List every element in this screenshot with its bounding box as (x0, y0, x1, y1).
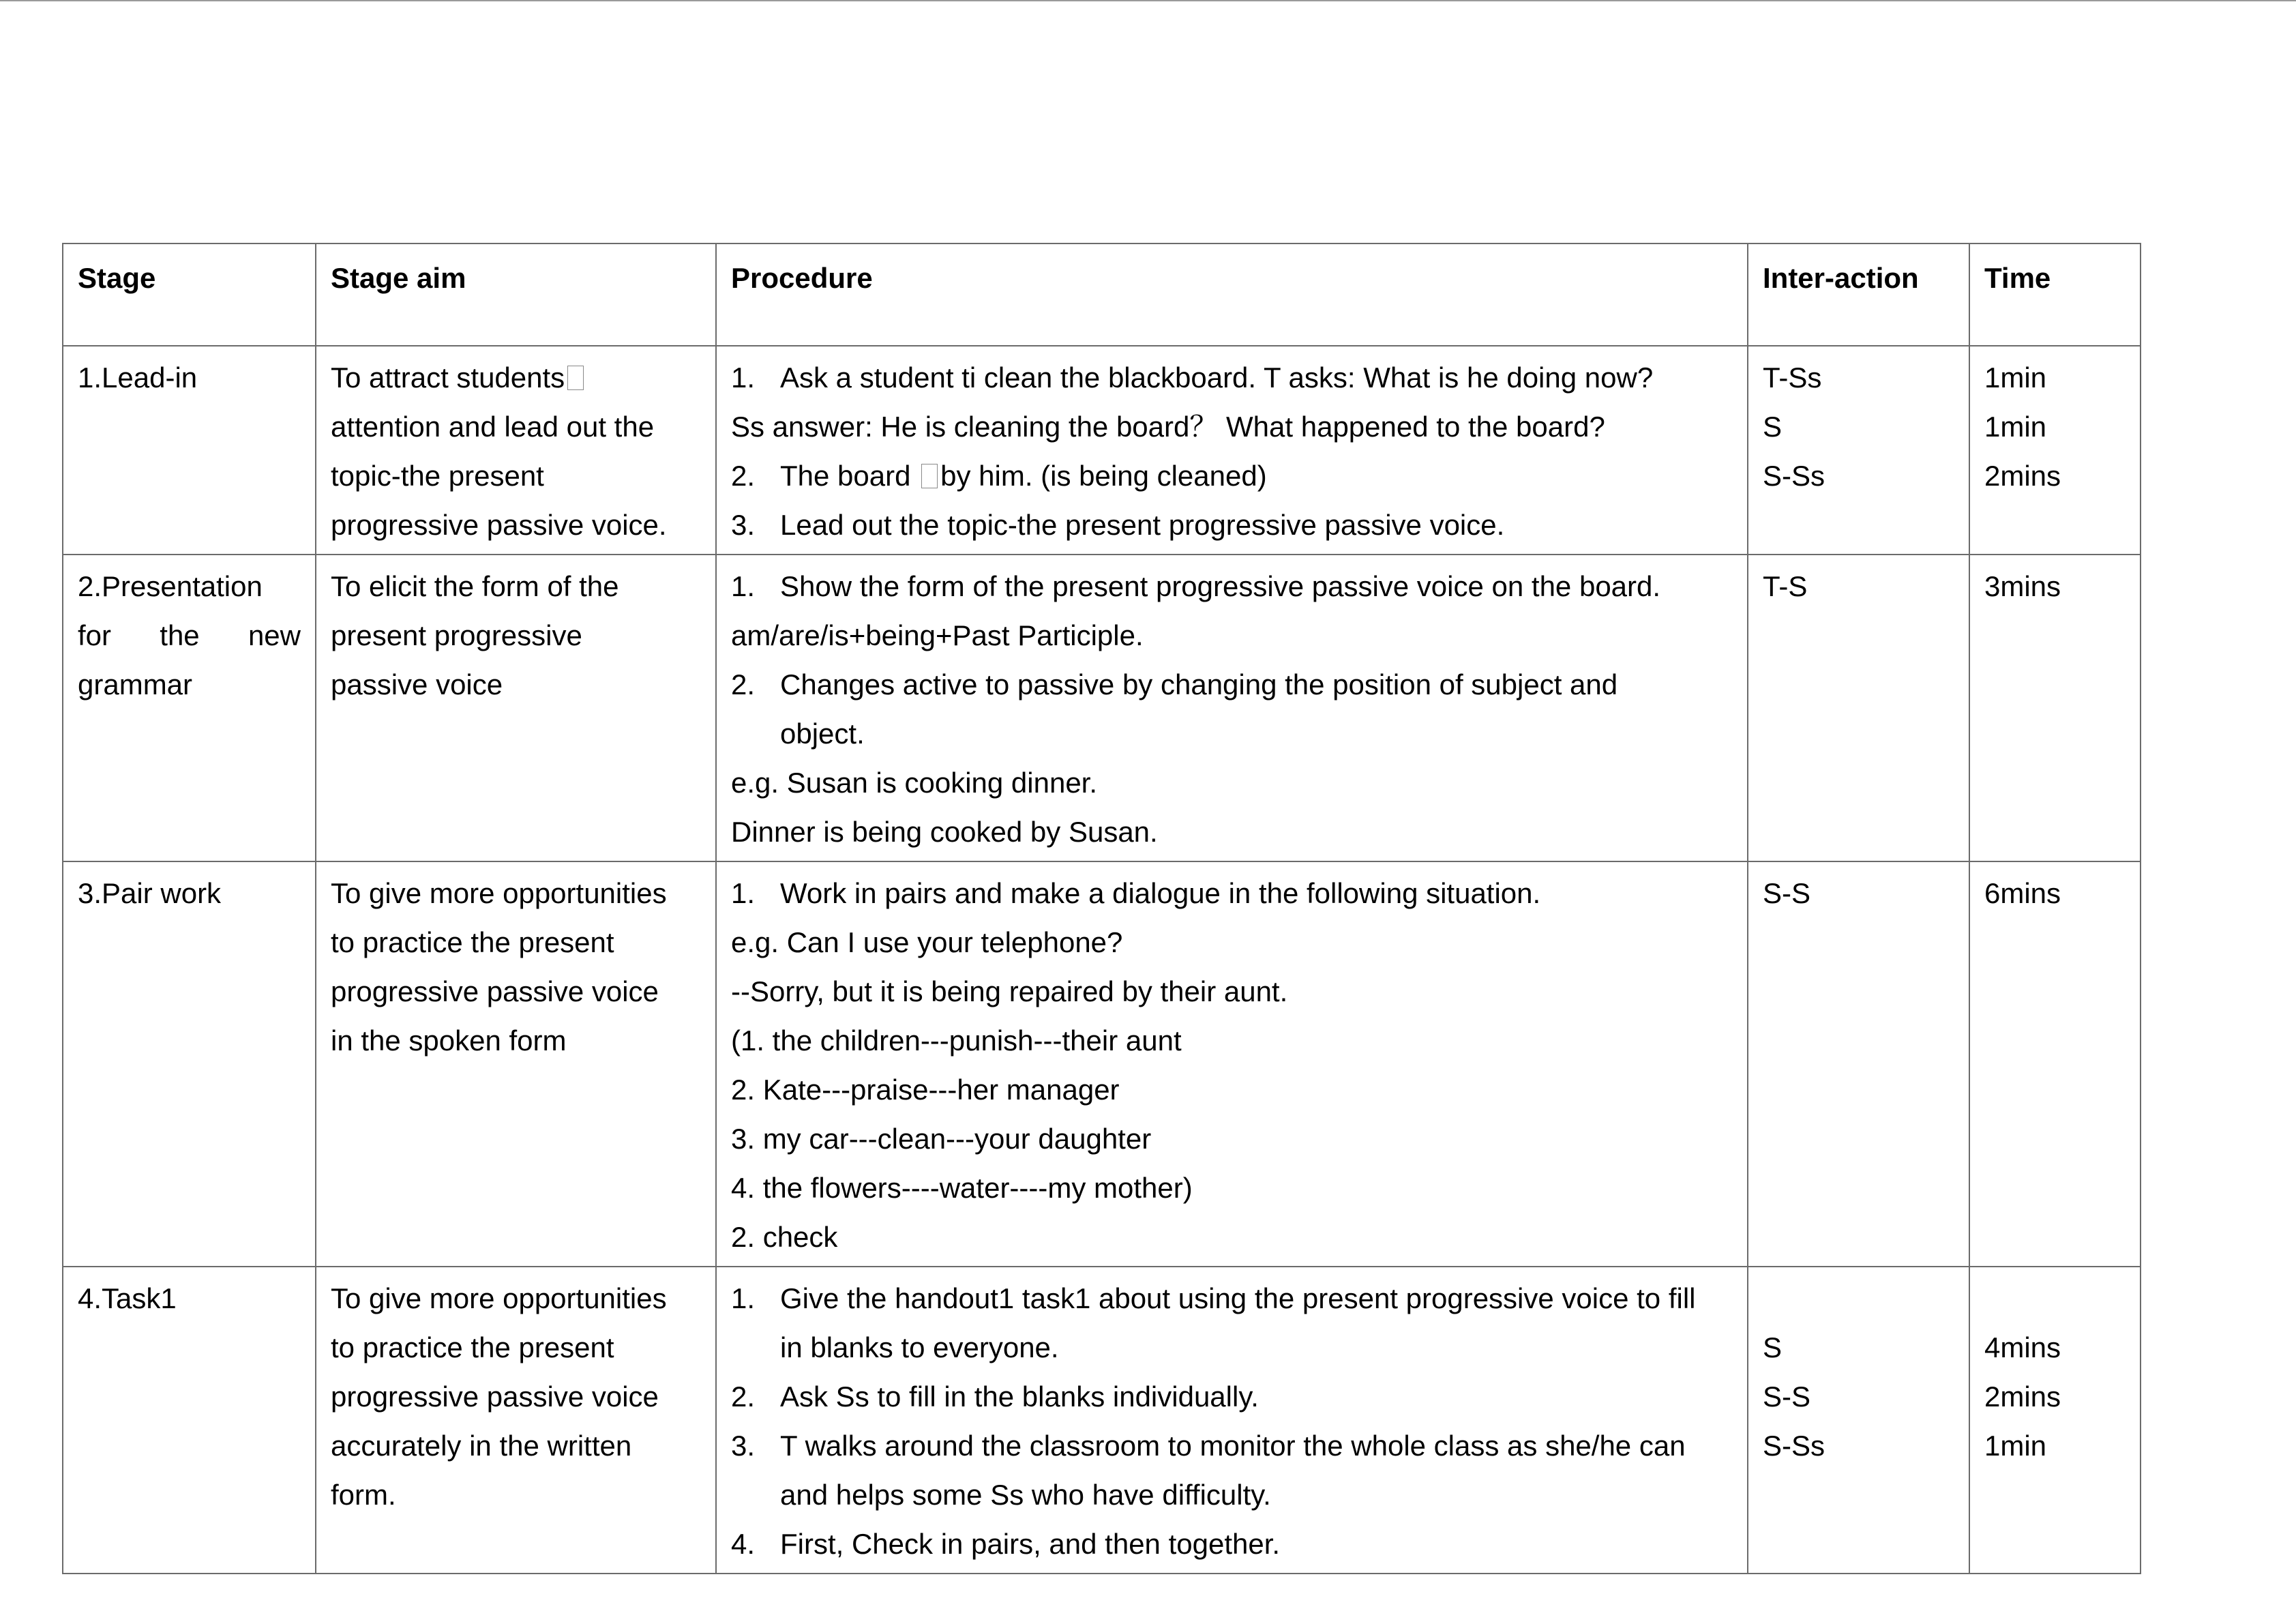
procedure-item (731, 1372, 1733, 1421)
procedure-item (731, 562, 1733, 611)
time-cell (1969, 861, 2141, 1267)
aim-line: in the spoken form (331, 1024, 567, 1057)
header-stage: Stage (63, 243, 316, 346)
stage-cell (63, 346, 316, 555)
aim-line: passive voice (331, 668, 503, 700)
table-header-row (63, 243, 2141, 346)
time-cell (1969, 346, 2141, 555)
item-text: First, Check in pairs, and then together. (780, 1528, 1281, 1560)
aim-line: form. (331, 1479, 396, 1511)
table-row (63, 346, 2141, 555)
procedure-line: e.g. Susan is cooking dinner. (731, 767, 1098, 799)
interaction-cell (1748, 861, 1969, 1267)
stage-cell (63, 555, 316, 861)
procedure-cell (716, 555, 1748, 861)
time-value: 4mins (1984, 1331, 2061, 1363)
stage-word: for (78, 619, 112, 651)
item-text: Show the form of the present progressive passive voice on the board. (780, 570, 1661, 602)
aim-text: To attract students (331, 361, 565, 394)
missing-glyph-box (567, 366, 584, 390)
table-row (63, 555, 2141, 861)
item-number: 4. (731, 1528, 756, 1560)
aim-line: progressive passive voice (331, 975, 659, 1007)
stage-cell (63, 861, 316, 1267)
stage-text: 1.Lead-in (78, 361, 198, 394)
item-number: 1. (731, 361, 756, 394)
aim-line: present progressive (331, 619, 582, 651)
interaction-value: S-Ss (1763, 460, 1825, 492)
aim-line: To give more opportunities (331, 877, 667, 909)
item-number: 2. (731, 460, 756, 492)
item-number: 1. (731, 1282, 756, 1314)
procedure-line: --Sorry, but it is being repaired by their aunt. (731, 975, 1288, 1007)
item-text: Lead out the topic-the present progressive passive voice. (780, 509, 1505, 541)
item-number: 1. (731, 877, 756, 909)
procedure-line: am/are/is+being+Past Participle. (731, 619, 1144, 651)
procedure-item (731, 869, 1733, 918)
interaction-cell (1748, 346, 1969, 555)
time-cell (1969, 1267, 2141, 1574)
item-text: Ask a student ti clean the blackboard. T asks: What is he doing now? (780, 361, 1654, 394)
stage-text: 3.Pair work (78, 877, 222, 909)
stage-word: new (248, 619, 301, 651)
procedure-line: 2. Kate---praise---her manager (731, 1074, 1120, 1106)
aim-cell (316, 1267, 716, 1574)
item-number: 2. (731, 1381, 756, 1413)
procedure-line: 3. my car---clean---your daughter (731, 1123, 1152, 1155)
procedure-line: e.g. Can I use your telephone? (731, 926, 1123, 958)
procedure-item (731, 452, 1733, 501)
procedure-item (731, 1421, 1733, 1471)
procedure-continuation: object. (780, 718, 865, 750)
stage-word: the (160, 619, 200, 651)
spacer (1984, 1274, 2126, 1323)
procedure-item (731, 660, 1733, 709)
interaction-value: S (1763, 411, 1783, 443)
aim-cell (316, 861, 716, 1267)
interaction-value: T-Ss (1763, 361, 1822, 394)
lesson-plan-table (62, 243, 2141, 1574)
aim-cell (316, 555, 716, 861)
interaction-value: T-S (1763, 570, 1808, 602)
item-number: 1. (731, 570, 756, 602)
header-procedure: Procedure (716, 243, 1748, 346)
procedure-item (731, 353, 1733, 402)
interaction-cell (1748, 1267, 1969, 1574)
aim-cell (316, 346, 716, 555)
time-value: 1min (1984, 411, 2047, 443)
aim-line: To give more opportunities (331, 1282, 667, 1314)
aim-line: accurately in the written (331, 1430, 632, 1462)
time-value: 1min (1984, 1430, 2047, 1462)
top-border (0, 0, 2296, 1)
header-time: Time (1969, 243, 2141, 346)
procedure-continuation: and helps some Ss who have difficulty. (780, 1479, 1271, 1511)
aim-line: attention and lead out the (331, 411, 655, 443)
stage-text-justified (78, 611, 301, 660)
stage-cell (63, 1267, 316, 1574)
item-text: T walks around the classroom to monitor the whole class as she/he can (780, 1430, 1686, 1462)
procedure-line: 4. the flowers----water----my mother) (731, 1172, 1193, 1204)
item-text: Changes active to passive by changing the position of subject and (780, 668, 1618, 700)
procedure-cell (716, 346, 1748, 555)
table-row (63, 861, 2141, 1267)
item-text: Ask Ss to fill in the blanks individually. (780, 1381, 1259, 1413)
interaction-value: S-Ss (1763, 1430, 1825, 1462)
procedure-cell (716, 861, 1748, 1267)
time-value: 6mins (1984, 877, 2061, 909)
procedure-item (731, 1274, 1733, 1323)
procedure-line: Ss answer: He is cleaning the board？ What happened to the board? (731, 411, 1605, 443)
header-interaction: Inter-action (1748, 243, 1969, 346)
procedure-continuation: in blanks to everyone. (780, 1331, 1059, 1363)
aim-line: progressive passive voice. (331, 509, 667, 541)
time-value: 2mins (1984, 1381, 2061, 1413)
item-text: Work in pairs and make a dialogue in the following situation. (780, 877, 1541, 909)
item-text: The board (780, 460, 911, 492)
procedure-line: 2. check (731, 1221, 838, 1253)
missing-glyph-box (921, 464, 938, 488)
procedure-item (731, 501, 1733, 550)
table-row (63, 1267, 2141, 1574)
item-text: Give the handout1 task1 about using the present progressive voice to fill (780, 1282, 1696, 1314)
time-value: 3mins (1984, 570, 2061, 602)
time-value: 1min (1984, 361, 2047, 394)
time-cell (1969, 555, 2141, 861)
item-number: 3. (731, 1430, 756, 1462)
aim-line: to practice the present (331, 1331, 614, 1363)
interaction-value: S-S (1763, 877, 1811, 909)
header-stage-aim: Stage aim (316, 243, 716, 346)
procedure-line: (1. the children---punish---their aunt (731, 1024, 1182, 1057)
stage-text: 4.Task1 (78, 1282, 177, 1314)
interaction-value: S-S (1763, 1381, 1811, 1413)
aim-line: progressive passive voice (331, 1381, 659, 1413)
aim-line: To elicit the form of the (331, 570, 619, 602)
item-number: 3. (731, 509, 756, 541)
item-text: by him. (is being cleaned) (940, 460, 1267, 492)
aim-line (331, 353, 701, 402)
procedure-line: Dinner is being cooked by Susan. (731, 816, 1158, 848)
aim-line: to practice the present (331, 926, 614, 958)
time-value: 2mins (1984, 460, 2061, 492)
aim-line: topic-the present (331, 460, 544, 492)
stage-text: 2.Presentation (78, 570, 263, 602)
interaction-value: S (1763, 1331, 1783, 1363)
spacer (1763, 1274, 1954, 1323)
item-number: 2. (731, 668, 756, 700)
procedure-item (731, 1520, 1733, 1569)
interaction-cell (1748, 555, 1969, 861)
stage-text: grammar (78, 668, 193, 700)
procedure-cell (716, 1267, 1748, 1574)
